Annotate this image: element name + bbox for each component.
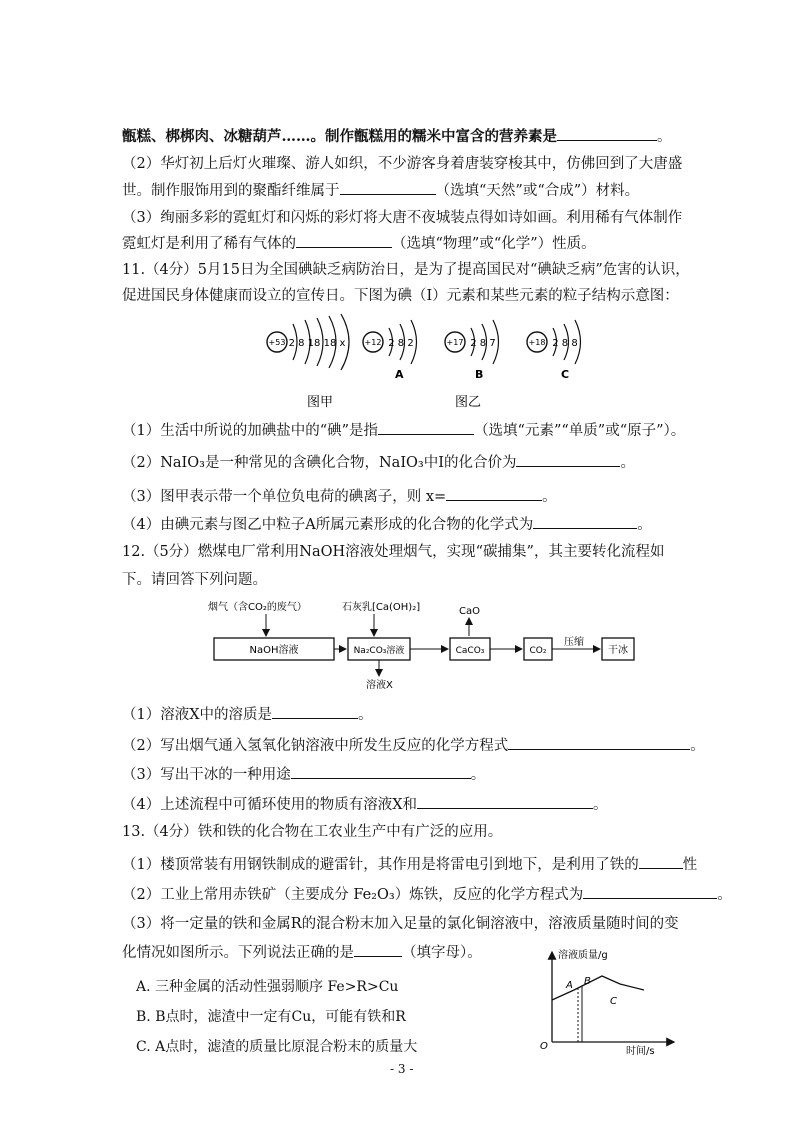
q13-p1-end: 性 — [682, 857, 698, 873]
q12-stem-2-text: 下。请回答下列问题。 — [122, 572, 267, 588]
particle-c-label: C — [561, 368, 570, 381]
q11-p3-text: （3）图甲表示带一个单位负电荷的碘离子，则 x= — [122, 489, 447, 505]
q13-option-b[interactable] — [136, 1006, 406, 1026]
intro-q2-line-a — [122, 154, 682, 174]
q11-p1-text: （1）生活中所说的加碘盐中的“碘”是指 — [122, 423, 379, 439]
solution-mass-graph — [536, 946, 682, 1056]
particle-b-nucleus: +17 — [446, 338, 464, 347]
q13-option-c-text: C. A点时，滤渣的质量比原混合粉末的质量大 — [136, 1039, 418, 1055]
q12-part-3 — [122, 764, 485, 785]
q13-p1-text: （1）楼顶常装有用钢铁制成的避雷针，其作用是将雷电引到地下，是利用了铁的 — [122, 857, 639, 873]
q13-part-3-line-b — [122, 942, 482, 963]
answer-blank[interactable] — [378, 420, 474, 435]
graph-point-c-label: C — [610, 996, 617, 1007]
answer-blank[interactable] — [354, 942, 402, 957]
answer-blank[interactable] — [446, 486, 542, 501]
q11-p3-end: 。 — [542, 489, 557, 505]
q12-p2-text: （2）写出烟气通入氢氧化钠溶液中所发生反应的化学方程式 — [122, 738, 509, 754]
q11-part-1 — [122, 420, 685, 441]
flow-lime-milk-label: 石灰乳[Ca(OH)₂] — [342, 602, 421, 613]
caption-figure-yi: 图乙 — [455, 395, 482, 410]
graph-x-label: 时间/s — [626, 1046, 655, 1056]
q13-option-c[interactable] — [136, 1036, 417, 1056]
q11-stem-2 — [122, 286, 679, 306]
answer-blank[interactable] — [340, 180, 436, 195]
graph-point-a-label: A — [566, 980, 573, 991]
carbon-capture-flowchart — [200, 598, 650, 690]
particle-b-label: B — [475, 368, 484, 381]
atom-structure-diagram — [255, 312, 595, 412]
intro-q3a-text: （3）绚丽多彩的霓虹灯和闪烁的彩灯将大唐不夜城装点得如诗如画。利用稀有气体制作 — [122, 210, 683, 226]
particle-b-shells: 2 8 7 — [470, 338, 496, 349]
answer-blank[interactable] — [272, 704, 358, 719]
intro-q3-line-a — [122, 208, 682, 228]
q13-p2-end: 。 — [717, 887, 732, 903]
answer-blank[interactable] — [417, 794, 593, 809]
particle-c-diagram — [527, 320, 581, 381]
intro-q2-line-b — [122, 180, 639, 201]
q11-part-3 — [122, 486, 557, 507]
q12-p4-end: 。 — [593, 797, 608, 813]
q13-p3b-text: 化情况如图所示。下列说法正确的是 — [122, 945, 354, 961]
particle-a-shells: 2 8 2 — [388, 338, 414, 349]
answer-blank[interactable] — [557, 126, 657, 141]
answer-blank[interactable] — [508, 735, 690, 750]
q11-p4-text: （4）由碘元素与图乙中粒子A所属元素形成的化合物的化学式为 — [122, 517, 534, 533]
intro-q3b-end: （选填“物理”或“化学”）性质。 — [392, 236, 596, 252]
intro-q2b-text: 世。制作服饰用到的聚酯纤维属于 — [122, 183, 340, 199]
intro-line-1 — [122, 126, 672, 147]
page-number: - 3 - — [390, 1062, 414, 1076]
flow-flue-gas-label: 烟气（含CO₂的废气） — [208, 602, 307, 613]
q13-part-2 — [122, 884, 732, 905]
q11-stem-2-text: 促进国民身体健康而设立的宣传日。下图为碘（I）元素和某些元素的粒子结构示意图： — [122, 288, 679, 304]
q12-p3-text: （3）写出干冰的一种用途 — [122, 767, 291, 783]
q12-stem-1-text: 12.（5分）燃煤电厂常利用NaOH溶液处理烟气，实现“碳捕集”，其主要转化流程如 — [122, 544, 665, 560]
q12-stem-2 — [122, 570, 267, 590]
answer-blank[interactable] — [291, 764, 471, 779]
graph-y-label: 溶液质量/g — [558, 950, 608, 961]
q13-option-a[interactable] — [136, 976, 398, 996]
iodine-shells: 2 8 18 18 x — [288, 338, 346, 349]
particle-a-label: A — [395, 368, 404, 381]
particle-b-diagram — [445, 320, 499, 381]
q12-stem-1 — [122, 542, 664, 562]
answer-blank[interactable] — [583, 884, 717, 899]
q12-part-1 — [122, 704, 373, 725]
flow-cao-label: CaO — [459, 606, 480, 617]
graph-point-b-label: B — [584, 976, 591, 987]
answer-blank[interactable] — [516, 452, 620, 467]
q12-p4-text: （4）上述流程中可循环使用的物质有溶液X和 — [122, 797, 418, 813]
q11-part-4 — [122, 514, 652, 535]
graph-origin-label: O — [540, 1041, 548, 1052]
q13-p3a-text: （3）将一定量的铁和金属R的混合粉末加入足量的氯化铜溶液中，溶液质量随时间的变 — [122, 916, 679, 932]
particle-a-nucleus: +12 — [364, 338, 382, 347]
flow-box-naoh: NaOH溶液 — [249, 645, 299, 656]
particle-c-nucleus: +18 — [528, 338, 546, 347]
q11-p1-end: （选填“元素”“单质”或“原子”）。 — [474, 423, 686, 439]
particle-a-diagram — [363, 320, 417, 381]
intro-line-1-text: 甑糕、梆梆肉、冰糖葫芦……。制作甑糕用的糯米中富含的营养素是 — [122, 128, 557, 145]
q11-stem-1-text: 11.（4分）5月15日为全国碘缺乏病防治日，是为了提高国民对“碘缺乏病”危害的认识， — [122, 262, 690, 278]
answer-blank[interactable] — [533, 514, 637, 529]
flow-compress-label: 压缩 — [564, 637, 584, 648]
caption-figure-jia: 图甲 — [307, 395, 334, 410]
intro-q2a-text: （2）华灯初上后灯火璀璨、游人如织，不少游客身着唐装穿梭其中，仿佛回到了大唐盛 — [122, 156, 683, 172]
q13-part-1 — [122, 854, 697, 875]
q12-part-2 — [122, 735, 705, 756]
q12-p1-text: （1）溶液X中的溶质是 — [122, 707, 273, 723]
intro-q3b-text: 霓虹灯是利用了稀有气体的 — [122, 236, 296, 252]
intro-q2b-end: （选填“天然”或“合成”）材料。 — [435, 183, 640, 199]
q11-p4-end: 。 — [637, 517, 652, 533]
iodine-nucleus: +53 — [268, 338, 286, 347]
particle-c-shells: 2 8 8 — [552, 338, 578, 349]
answer-blank[interactable] — [639, 854, 683, 869]
q11-p2-end: 。 — [620, 455, 635, 471]
q11-part-2 — [122, 452, 635, 473]
q13-option-b-text: B. B点时，滤渣中一定有Cu，可能有铁和R — [136, 1009, 406, 1025]
flow-box-caco3: CaCO₃ — [455, 646, 485, 656]
flow-box-dry-ice: 干冰 — [608, 645, 628, 656]
q12-p3-end: 。 — [470, 767, 486, 783]
q13-option-a-text: A. 三种金属的活动性强弱顺序 Fe>R>Cu — [136, 979, 399, 995]
flow-box-na2co3: Na₂CO₃溶液 — [353, 646, 405, 656]
q13-p3b-end: （填字母）。 — [402, 945, 482, 961]
q13-stem-text: 13.（4分）铁和铁的化合物在工农业生产中有广泛的应用。 — [122, 824, 503, 840]
answer-blank[interactable] — [296, 233, 392, 248]
q13-p2-text: （2）工业上常用赤铁矿（主要成分 Fe₂O₃）炼铁，反应的化学方程式为 — [122, 887, 584, 903]
flow-box-co2: CO₂ — [529, 646, 547, 656]
flow-solution-x-label: 溶液X — [366, 680, 393, 690]
q12-part-4 — [122, 794, 608, 815]
iodine-ion-diagram — [267, 314, 349, 370]
q13-part-3-line-a — [122, 914, 679, 934]
q12-p1-end: 。 — [358, 707, 373, 723]
intro-q3-line-b — [122, 233, 596, 254]
q13-stem — [122, 822, 502, 842]
punct: 。 — [657, 129, 672, 145]
q11-stem-1 — [122, 260, 690, 280]
q12-p2-end: 。 — [690, 738, 705, 754]
q11-p2-text: （2）NaIO₃是一种常见的含碘化合物，NaIO₃中I的化合价为 — [122, 455, 517, 471]
